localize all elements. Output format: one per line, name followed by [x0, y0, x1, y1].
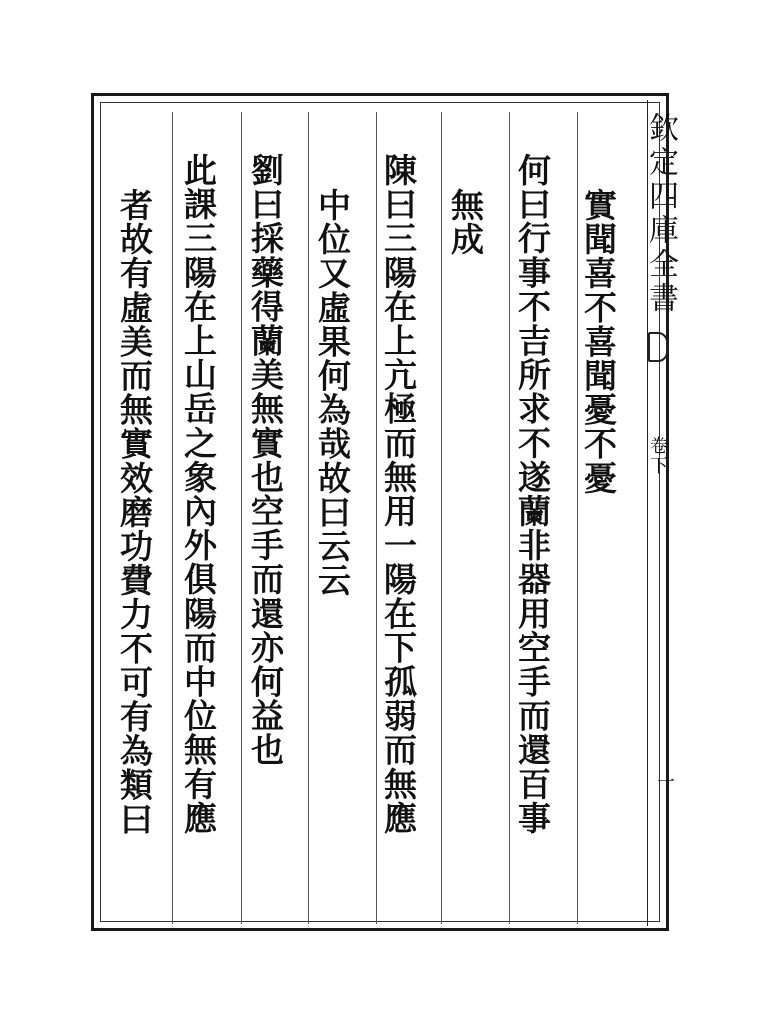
text-column: 何曰行事不吉所求不遂蘭非器用空手而還百事	[513, 153, 552, 835]
text-column: 中位又虛果何為哉故曰云云	[313, 188, 352, 598]
fish-tail-mark	[648, 332, 668, 362]
main-text	[104, 112, 644, 924]
text-column: 陳曰三陽在上亢極而無用一陽在下孤弱而無應	[379, 153, 418, 835]
volume-label: 卷下	[647, 436, 668, 476]
text-column: 者故有虛美而無實效磨功費力不可有為類曰	[115, 188, 154, 836]
text-column: 劉曰採藥得蘭美無實也空手而還亦何益也	[246, 153, 285, 767]
text-column: 無成	[446, 188, 485, 257]
text-column: 實聞喜不喜聞憂不憂	[579, 188, 618, 495]
text-column: 此課三陽在上山岳之象內外俱陽而中位無有應	[179, 153, 218, 835]
book-title: 欽定四庫全書	[643, 112, 678, 316]
page-number: 一	[654, 772, 675, 790]
